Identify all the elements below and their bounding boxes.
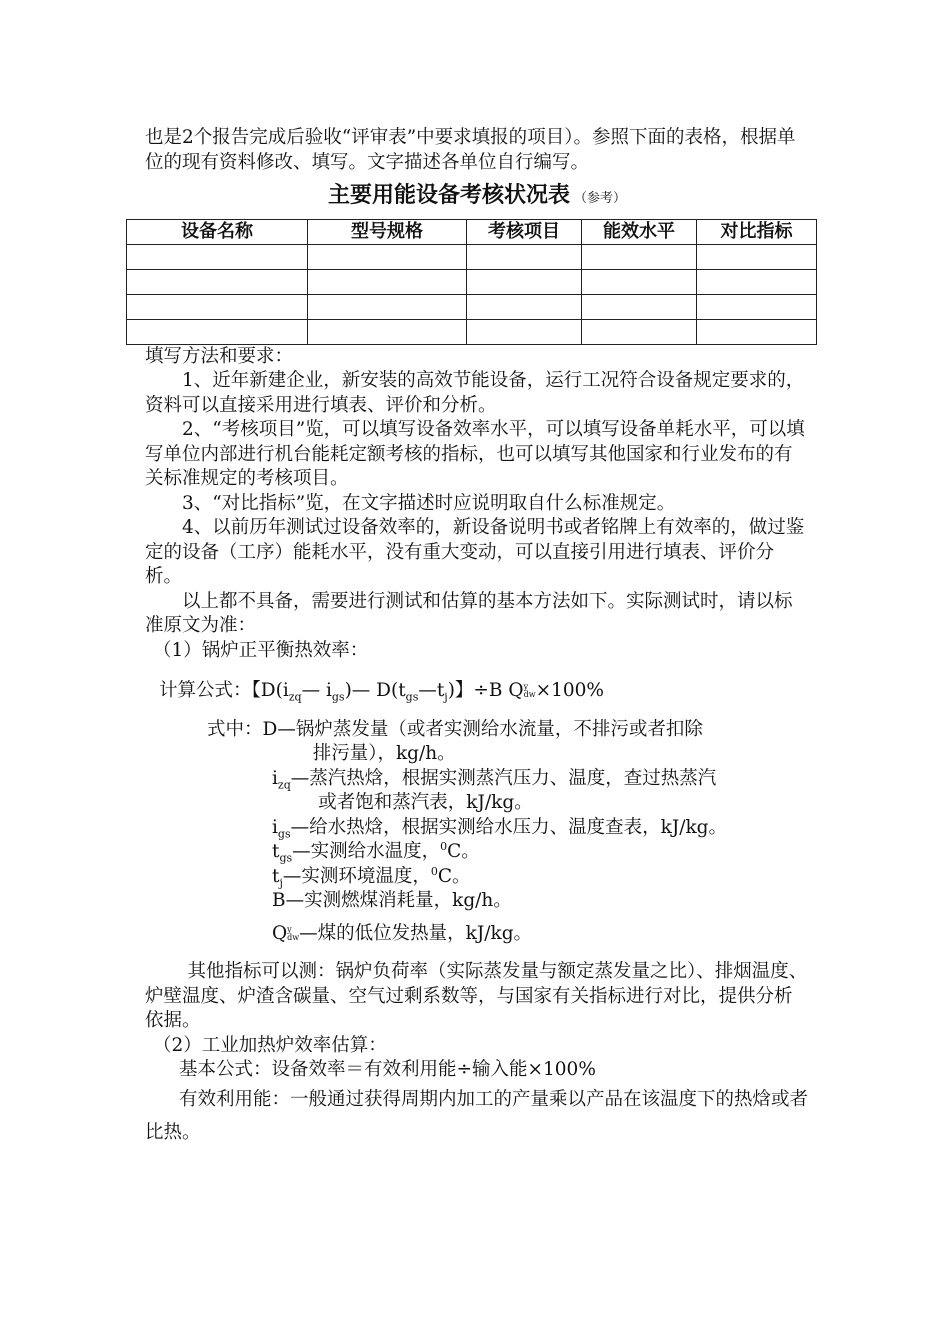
header-model-spec: 型号规格: [308, 219, 467, 244]
intro-paragraph: 也是2个报告完成后验收“评审表”中要求填报的项目）。参照下面的表格，根据单位的现有资料修改、填写。文字描述各单位自行编写。: [145, 127, 796, 173]
variable-definitions: [207, 718, 809, 947]
item-4: 4、以前历年测试过设备效率的，新设备说明书或者铭牌上有效率的，做过鉴定的设备（工序）能耗水平，没有重大变动，可以直接引用进行填表、评价分析。: [145, 517, 805, 587]
table-row: [127, 319, 817, 344]
var-igs: $i_{gs}—$给水热焓，根据实测给水压力、温度查表，kJ/kg。: [272, 816, 728, 841]
item-1: 1、近年新建企业，新安装的高效节能设备，运行工况符合设备规定要求的，资料可以直接采用进行填表、评价和分析。: [145, 370, 805, 416]
basic-formula: 基本公式：设备效率＝有效利用能÷输入能×100%: [179, 1059, 596, 1080]
document-page: [145, 126, 809, 1149]
table-cell[interactable]: [697, 269, 817, 294]
table-cell[interactable]: [308, 269, 467, 294]
formula-line: [159, 679, 809, 704]
var-list: [272, 742, 809, 946]
table-title: 主要用能设备考核状况表: [327, 183, 570, 208]
header-assessment-item: 考核项目: [467, 219, 582, 244]
table-cell[interactable]: [582, 269, 697, 294]
var-tgs: $t_{gs}—$实测给水温度，$^0$C。: [272, 839, 480, 865]
var-D-continued: 排污量），kg/h。: [312, 743, 456, 764]
section-1-heading: （1）锅炉正平衡热效率：: [153, 639, 369, 661]
item-5: 以上都不具备，需要进行测试和估算的基本方法如下。实际测试时，请以标准原文为准：: [145, 590, 793, 636]
section-2-heading: （2）工业加热炉效率估算：: [153, 1034, 387, 1056]
table-row: [127, 269, 817, 294]
header-equipment-name: 设备名称: [127, 219, 308, 244]
table-cell[interactable]: [127, 244, 308, 269]
table-cell[interactable]: [582, 244, 697, 269]
var-Qdw: Qy dw—煤的低位发热量，kJ/kg。: [272, 922, 533, 944]
header-comparison-index: 对比指标: [697, 219, 817, 244]
table-cell[interactable]: [697, 244, 817, 269]
table-cell[interactable]: [308, 244, 467, 269]
table-row: [127, 244, 817, 269]
table-cell[interactable]: [697, 294, 817, 319]
other-indicators: 其他指标可以测：锅炉负荷率（实际蒸发量与额定蒸发量之比）、排烟温度、炉壁温度、炉渣含碳量、空气过剩系数等，与国家有关指标进行对比，提供分析依据。: [145, 961, 808, 1031]
equipment-assessment-table: [126, 219, 817, 345]
item-3: 3、“对比指标”览，在文字描述时应说明取自什么标准规定。: [182, 492, 676, 514]
table-cell[interactable]: [582, 319, 697, 344]
effective-energy: 有效利用能：一般通过获得周期内加工的产量乘以产品在该温度下的热焓或者比热。: [145, 1088, 809, 1143]
table-cell[interactable]: [697, 319, 817, 344]
formula: 【$D(i_{zq}—$ $i_{gs})—$ $D(t_{gs}—t_j)$】÷B Qy dw×100%: [251, 680, 604, 704]
table-cell[interactable]: [467, 294, 582, 319]
item-2: 2、“考核项目”览，可以填写设备效率水平，可以填写设备单耗水平，可以填写单位内部进行机台能耗定额考核的指标，也可以填写其他国家和行业发布的有关标准规定的考核项目。: [145, 419, 805, 489]
method-heading: 填写方法和要求：: [145, 345, 294, 367]
var-D: 式中：D—锅炉蒸发量（或者实测给水流量，不排污或者扣除: [207, 718, 703, 740]
table-title-note: （参考）: [574, 191, 627, 206]
table-cell[interactable]: [582, 294, 697, 319]
var-B: B—实测燃煤消耗量，kg/h。: [272, 890, 512, 911]
table-cell[interactable]: [467, 319, 582, 344]
table-title-row: [145, 184, 809, 212]
table-cell[interactable]: [127, 319, 308, 344]
table-header-row: [127, 219, 817, 244]
table-cell[interactable]: [127, 269, 308, 294]
table-cell[interactable]: [467, 269, 582, 294]
table-cell[interactable]: [308, 294, 467, 319]
var-izq: $i_{zq}—$蒸汽热焓，根据实测蒸汽压力、温度，查过热蒸汽 或者饱和蒸汽表，kJ/kg。: [272, 767, 717, 813]
table-cell[interactable]: [308, 319, 467, 344]
header-efficiency-level: 能效水平: [582, 219, 697, 244]
var-tj: $t_j—$实测环境温度，$^0$C。: [272, 864, 471, 890]
table-cell[interactable]: [127, 294, 308, 319]
table-row: [127, 294, 817, 319]
table-cell[interactable]: [467, 244, 582, 269]
formula-label: 计算公式：: [159, 680, 252, 701]
